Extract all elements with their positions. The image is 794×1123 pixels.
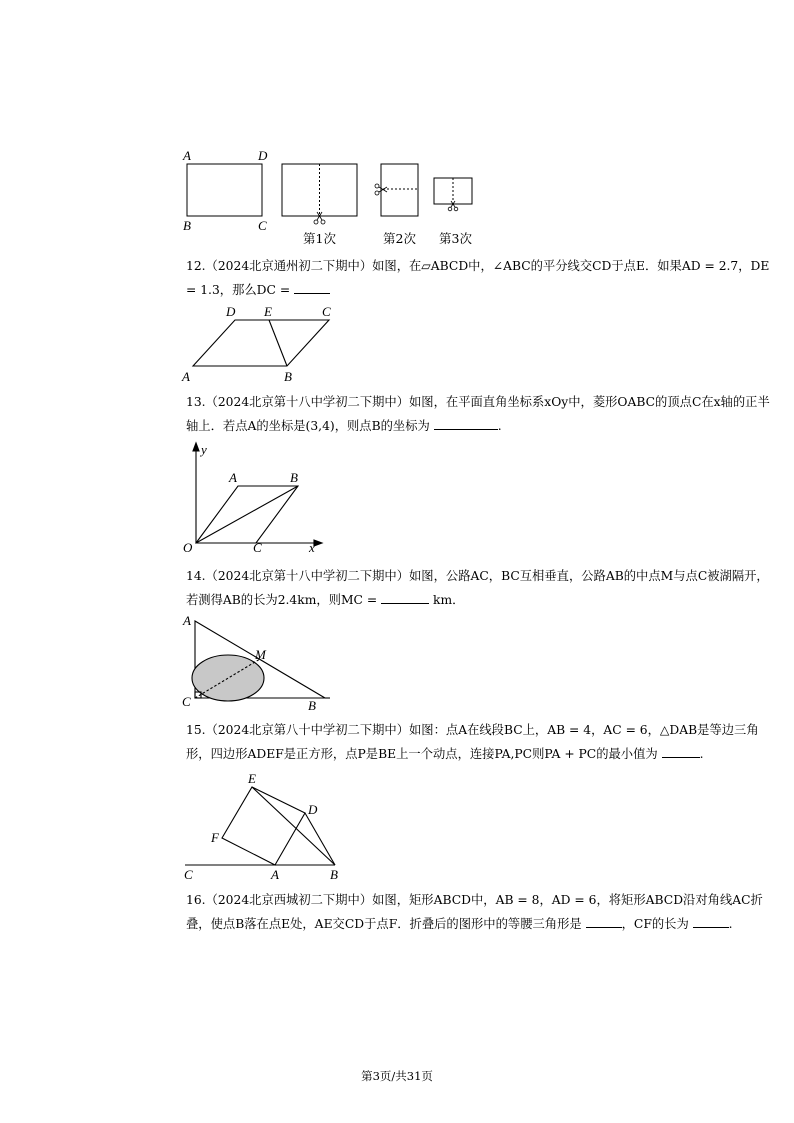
label-b: B [290,470,298,485]
rhombus-coordinate-figure [180,440,330,558]
label-e: E [264,304,272,319]
label-a: A [229,470,237,485]
label-c: C [184,867,193,882]
label-d: D [258,148,268,163]
caption-fold-1: 第1次 [303,231,336,246]
label-x: x [309,540,315,555]
unit: km． [433,593,465,607]
question-12-text: 12.（2024北京通州初二下期中）如图，在▱ABCD中，∠ABC的平分线交CD于点E．如果AD = 2.7，DE = 1.3，那么DC = [186,259,770,297]
label-a: A [183,148,191,163]
page-footer: 第3页/共31页 [361,1069,433,1083]
label-c: C [322,304,331,319]
label-e: E [248,771,256,786]
fold-2-rect [381,164,418,216]
label-f: F [211,830,219,845]
question-14-text: 14.（2024北京第十八中学初二下期中）如图，公路AC，BC互相垂直，公路AB的中点M与点C被湖隔开，若测得AB的长为2.4km，则MC = [186,569,769,607]
label-c: C [182,694,191,709]
question-13-text: 13.（2024北京第十八中学初二下期中）如图，在平面直角坐标系xOy中，菱形OABC的顶点C在x轴的正半轴上．若点A的坐标是(3,4)，则点B的坐标为 [186,395,770,433]
label-a: A [271,867,279,882]
label-b: B [284,369,292,384]
question-16-mid: ，CF的长为 [621,917,689,931]
answer-blank [693,915,729,928]
period: . [728,917,733,931]
label-o: O [183,540,193,555]
answer-blank [662,745,700,758]
question-15 [186,718,776,766]
question-16 [186,888,776,936]
label-a: A [182,369,190,384]
label-d: D [226,304,236,319]
lake-ellipse [192,655,264,701]
answer-blank [381,591,429,604]
question-13 [186,390,776,438]
paper-folding-figure [178,146,488,236]
lake-triangle-figure [180,612,335,712]
parallelogram-figure [180,303,340,385]
label-b: B [183,218,191,233]
scissors-icon [448,201,458,211]
answer-blank [294,281,330,294]
rectangle-abcd [187,164,262,216]
answer-blank [586,915,622,928]
caption-fold-3: 第3次 [439,231,472,246]
label-m: M [255,647,266,662]
period: . [497,419,502,433]
caption-fold-2: 第2次 [383,231,416,246]
question-16-text: 16.（2024北京西城初二下期中）如图，矩形ABCD中，AB = 8，AD = 6，将矩形ABCD沿对角线AC折叠，使点B落在点E处，AE交CD于点F．折叠后的图形中的等腰三角形是 [186,893,763,931]
question-14 [186,564,776,612]
question-15-text: 15.（2024北京第八十中学初二下期中）如图：点A在线段BC上，AB = 4，AC = 6，△DAB是等边三角形，四边形ADEF是正方形，点P是BE上一个动点，连接PA,PC则PA + PC的最小值为 [186,723,759,761]
question-12 [186,254,776,302]
label-b: B [330,867,338,882]
label-y: y [201,442,207,457]
answer-blank [434,417,498,430]
label-b: B [308,698,316,713]
period: . [699,747,704,761]
label-c: C [253,540,262,555]
label-c: C [258,218,267,233]
square-triangle-figure [180,770,345,882]
label-d: D [308,802,318,817]
label-a: A [183,613,191,628]
